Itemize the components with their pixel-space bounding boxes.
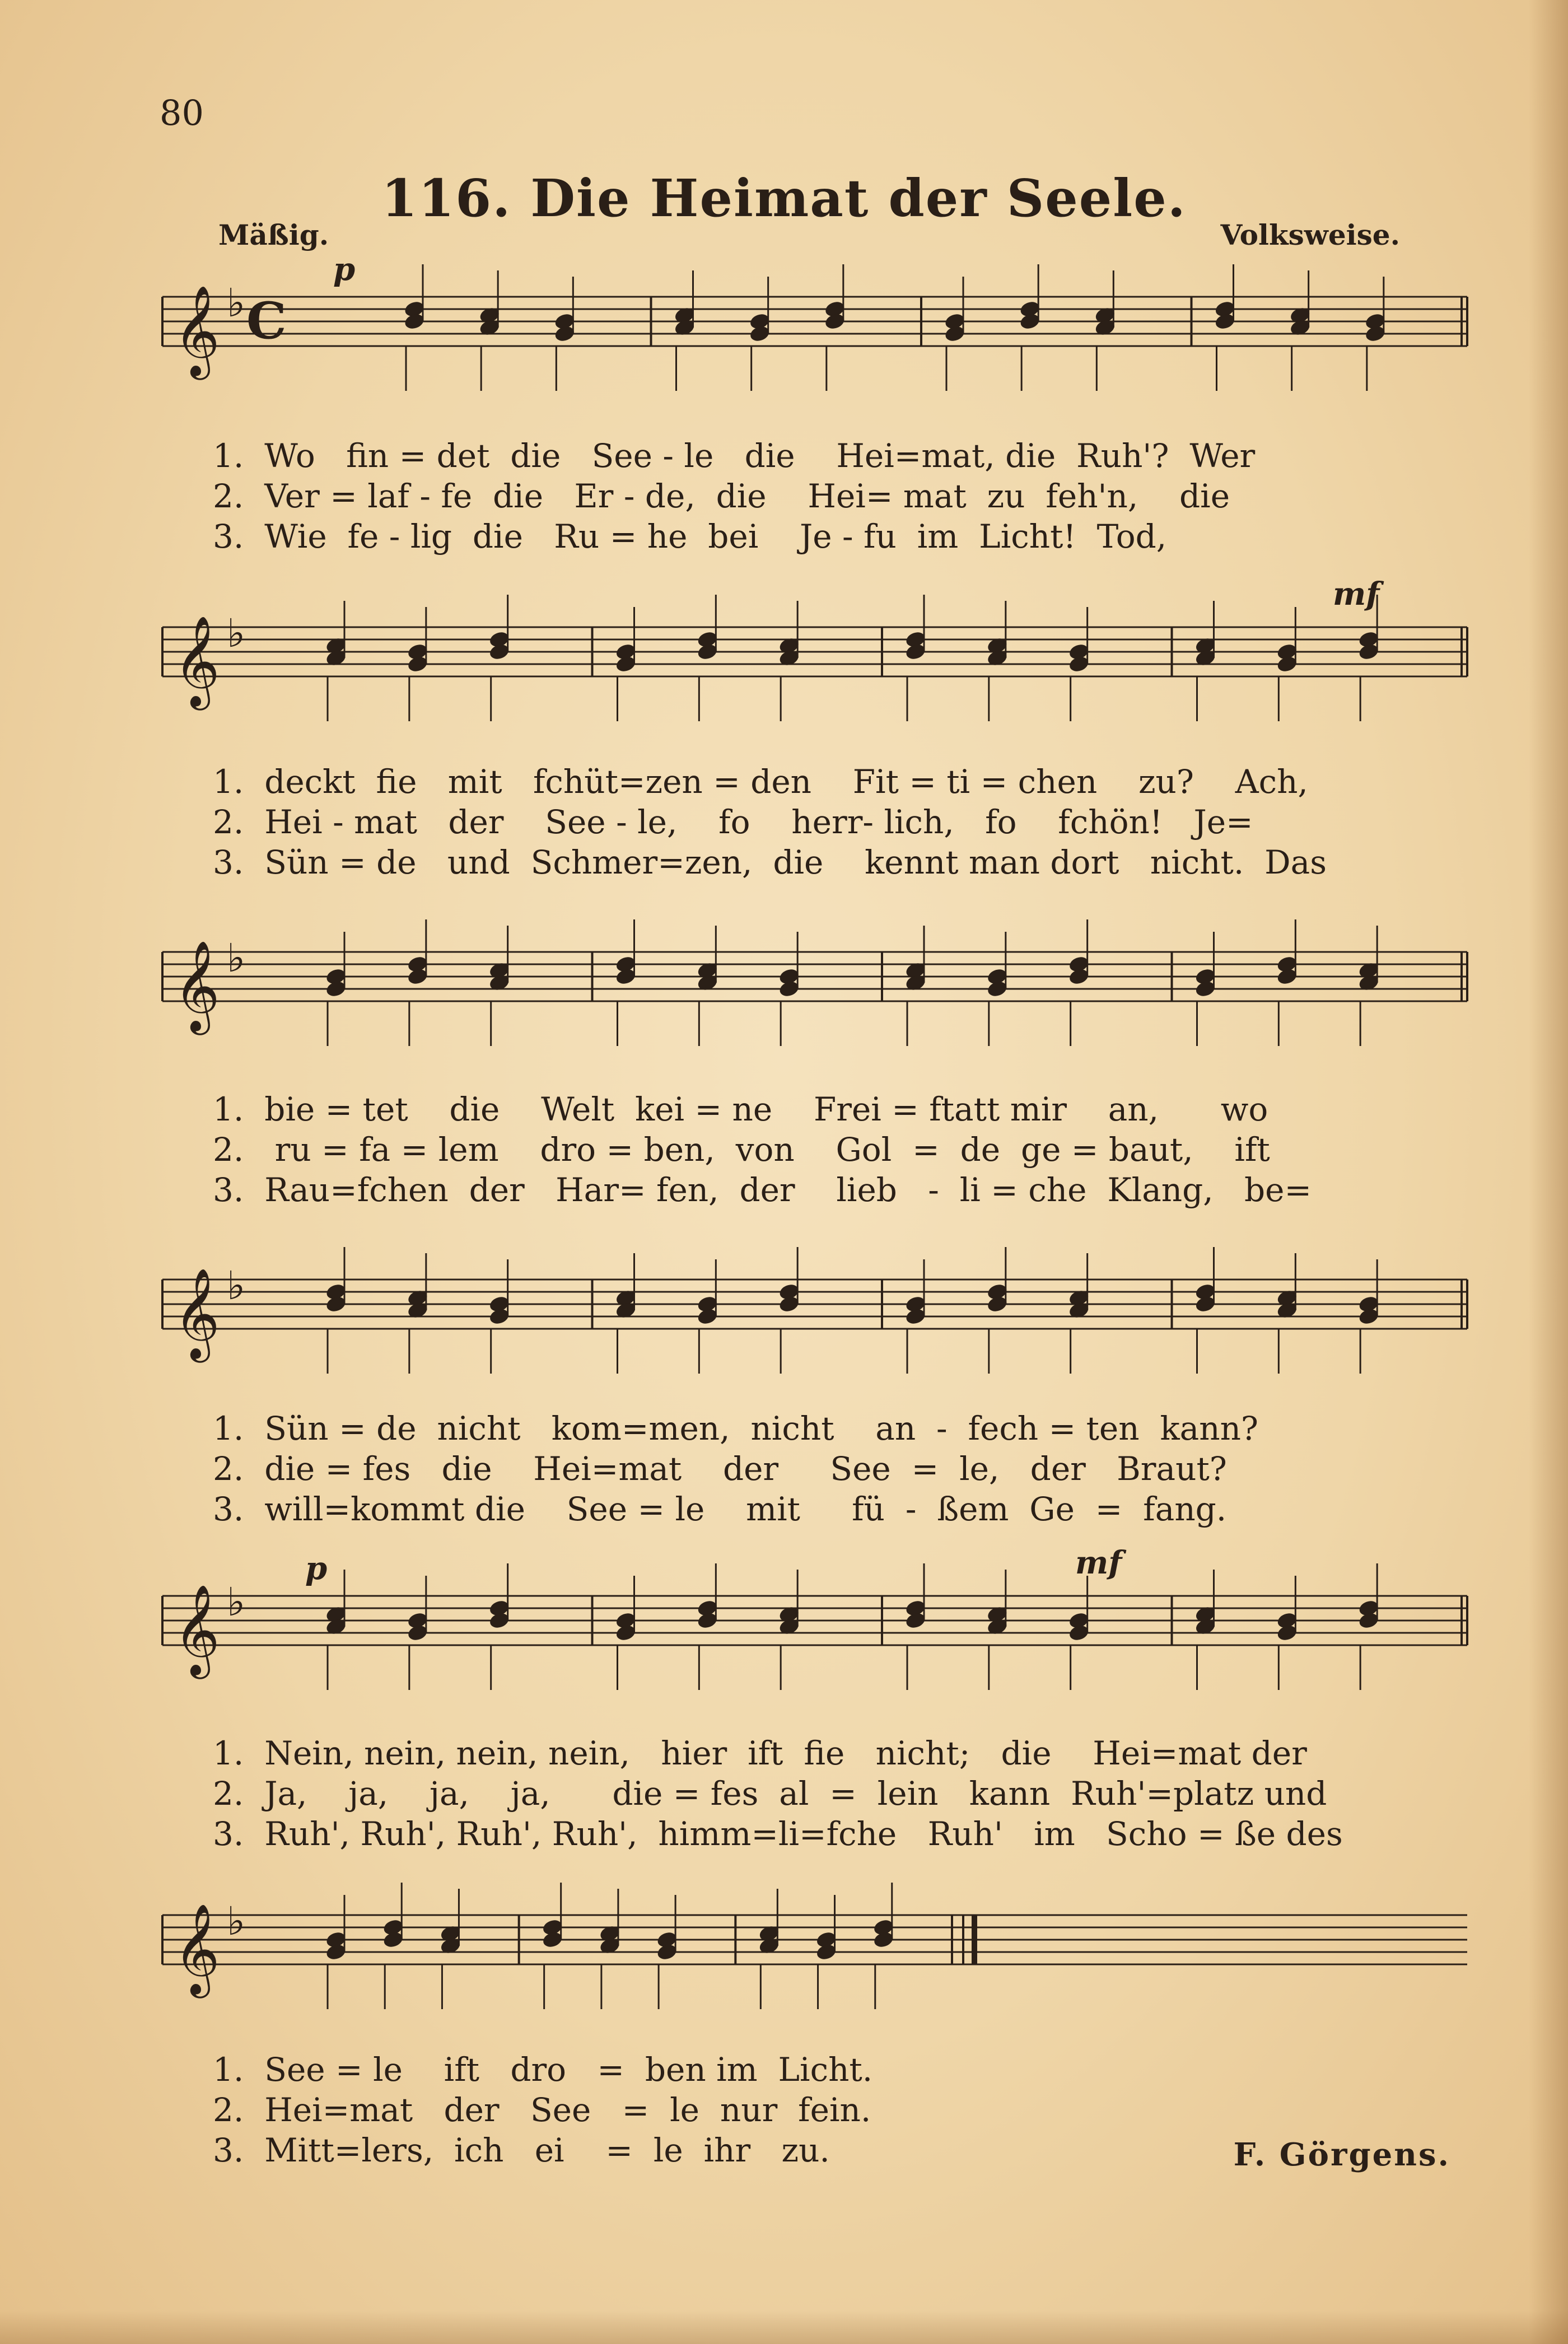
lyric-line: 2. Ja, ja, ja, ja, die = fes al = lein kann Ruh'=platz und <box>213 1775 1327 1813</box>
music-system-1 <box>162 251 1484 431</box>
lyric-line: 3. Rau=fchen der Har= fen, der lieb - li = che Klang, be= <box>213 1171 1312 1209</box>
hymn-title: 116. Die Heimat der Seele. <box>381 168 1187 228</box>
lyric-line: 3. Ruh', Ruh', Ruh', Ruh', himm=li=fche Ruh' im Scho = ße des <box>213 1815 1343 1853</box>
treble-clef-icon: 𝄞 <box>174 285 220 376</box>
lyrics-block-4 <box>213 1408 1473 1529</box>
time-signature: C <box>246 291 287 351</box>
composer-credit: F. Görgens. <box>1233 2136 1450 2173</box>
lyric-line: 2. die = fes die Hei=mat der See = le, der Braut? <box>213 1450 1227 1488</box>
lyric-line: 1. bie = tet die Welt kei = ne Frei = ftatt mir an, wo <box>213 1090 1268 1128</box>
lyrics-block-2 <box>213 762 1473 882</box>
flat-sign-icon: ♭ <box>227 1579 246 1626</box>
treble-clef-icon: 𝄞 <box>174 1584 220 1675</box>
page-bottom-shadow <box>0 2310 1568 2344</box>
staff-notation <box>162 1881 1484 2049</box>
treble-clef-icon: 𝄞 <box>174 1268 220 1359</box>
lyric-line: 3. Wie fe - lig die Ru = he bei Je - fu im Licht! Tod, <box>213 517 1167 555</box>
flat-sign-icon: ♭ <box>227 280 246 326</box>
tempo-marking: Mäßig. <box>218 218 329 251</box>
flat-sign-icon: ♭ <box>227 1263 246 1309</box>
dynamic-marking: p <box>333 251 356 288</box>
music-system-6 <box>162 1881 1484 2049</box>
lyric-line: 1. See = le ift dro = ben im Licht. <box>213 2051 873 2089</box>
flat-sign-icon: ♭ <box>227 610 246 657</box>
lyric-line: 1. Sün = de nicht kom=men, nicht an - fech = ten kann? <box>213 1409 1259 1448</box>
lyric-line: 1. deckt fie mit fchüt=zen = den Fit = ti = chen zu? Ach, <box>213 763 1308 801</box>
flat-sign-icon: ♭ <box>227 935 246 982</box>
lyrics-block-3 <box>213 1089 1473 1210</box>
music-system-3 <box>162 918 1484 1086</box>
treble-clef-icon: 𝄞 <box>174 615 220 707</box>
lyrics-block-1 <box>213 436 1473 557</box>
flat-sign-icon: ♭ <box>227 1898 246 1945</box>
lyric-line: 3. will=kommt die See = le mit fü - ßem Ge = fang. <box>213 1490 1227 1528</box>
page-number: 80 <box>160 92 204 133</box>
staff-notation <box>162 576 1484 762</box>
dynamic-marking: mf <box>1333 576 1380 613</box>
lyric-line: 2. Ver = laf - fe die Er - de, die Hei= mat zu feh'n, die <box>213 477 1230 515</box>
page-edge-shadow <box>1529 0 1568 2344</box>
staff-notation <box>162 251 1484 431</box>
lyric-line: 2. Hei - mat der See - le, fo herr- lich, fo fchön! Je= <box>213 803 1253 841</box>
treble-clef-icon: 𝄞 <box>174 940 220 1031</box>
music-system-4 <box>162 1246 1484 1414</box>
staff-notation <box>162 918 1484 1086</box>
melody-origin: Volksweise. <box>1220 218 1400 251</box>
dynamic-marking: p <box>305 1550 328 1587</box>
treble-clef-icon: 𝄞 <box>174 1903 220 1995</box>
lyric-line: 3. Sün = de und Schmer=zen, die kennt man dort nicht. Das <box>213 843 1327 881</box>
lyrics-block-5 <box>213 1733 1473 1854</box>
lyric-line: 1. Nein, nein, nein, nein, hier ift fie nicht; die Hei=mat der <box>213 1734 1307 1772</box>
lyric-line: 3. Mitt=lers, ich ei = le ihr zu. <box>213 2131 830 2169</box>
music-system-5 <box>162 1544 1484 1730</box>
staff-notation <box>162 1246 1484 1414</box>
dynamic-marking: mf <box>1075 1544 1122 1581</box>
lyric-line: 2. ru = fa = lem dro = ben, von Gol = de ge = baut, ift <box>213 1131 1270 1169</box>
lyric-line: 2. Hei=mat der See = le nur fein. <box>213 2091 871 2129</box>
staff-notation <box>162 1544 1484 1730</box>
music-system-2 <box>162 576 1484 762</box>
lyric-line: 1. Wo fin = det die See - le die Hei=mat, die Ruh'? Wer <box>213 437 1256 475</box>
